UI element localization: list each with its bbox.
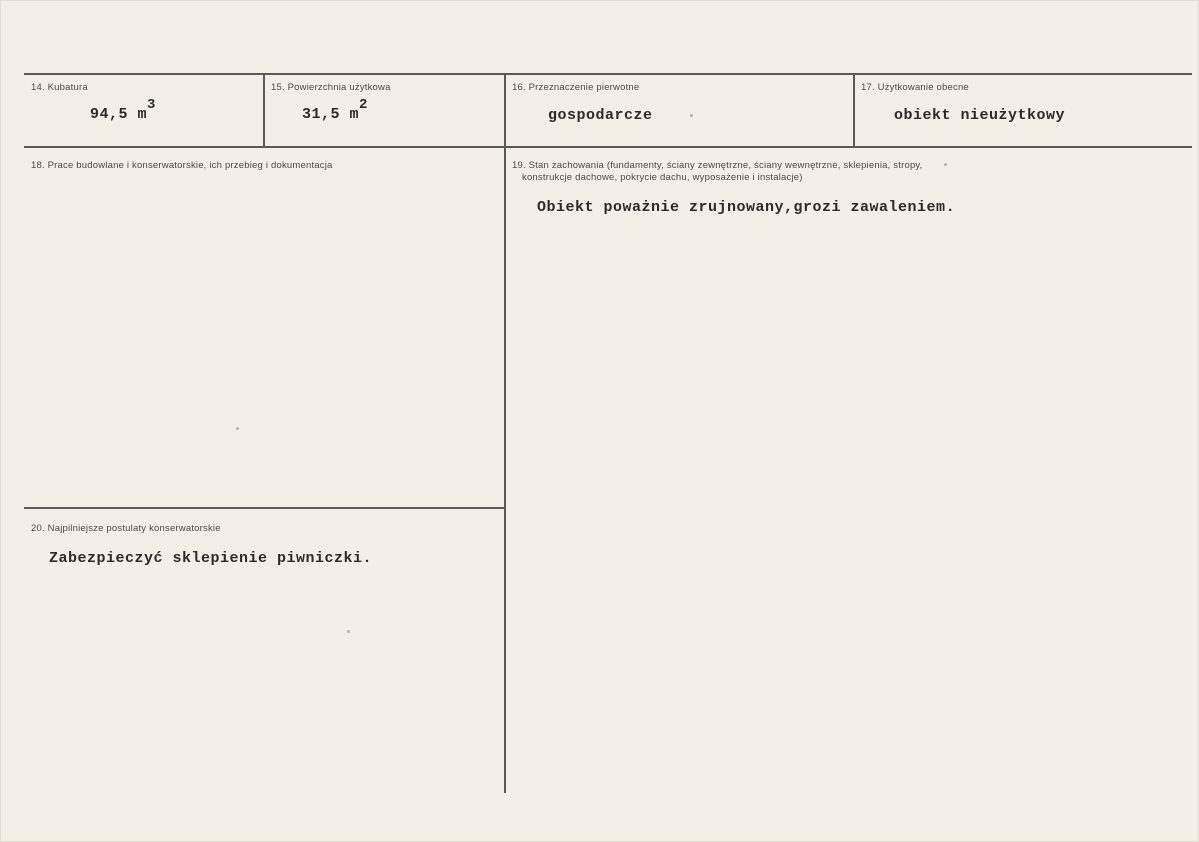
field-19-label-line1: 19. Stan zachowania (fundamenty, ściany zewnętrzne, ściany wewnętrzne, sklepienia, stropy, [512,160,923,171]
paper-speck [690,114,693,117]
field-15-superscript: 2 [359,97,368,113]
field-14-number: 94,5 m [90,106,148,123]
field-15-number: 31,5 m [302,106,360,123]
field-14-value [90,97,156,123]
field-14-label: 14. Kubatura [31,82,88,93]
field-20-value: Zabezpieczyć sklepienie piwniczki. [49,550,373,567]
row1-bottom-rule [24,146,1192,148]
field-17-label: 17. Użytkowanie obecne [861,82,969,93]
field-16-label: 16. Przeznaczenie pierwotne [512,82,640,93]
field-15-value [302,97,368,123]
top-rule [24,73,1192,75]
field-20-label: 20. Najpilniejsze postulaty konserwatorskie [31,523,221,534]
section18-bottom-rule [24,507,504,509]
field-19-value: Obiekt poważnie zrujnowany,grozi zawaleniem. [537,199,956,216]
paper-speck [236,427,239,430]
field-17-value: obiekt nieużytkowy [894,107,1066,124]
paper-speck [347,630,350,633]
field-14-superscript: 3 [147,97,156,113]
field-19-label-line2: konstrukcje dachowe, pokrycie dachu, wyposażenie i instalacje) [522,172,803,183]
field-16-value: gospodarcze [548,107,653,124]
paper-speck [944,163,947,166]
field-15-label: 15. Powierzchnia użytkowa [271,82,391,93]
divider-14-15 [263,73,265,147]
divider-16-17 [853,73,855,147]
field-18-label: 18. Prace budowlane i konserwatorskie, ich przebieg i dokumentacja [31,160,333,171]
divider-15-16 [504,73,506,793]
